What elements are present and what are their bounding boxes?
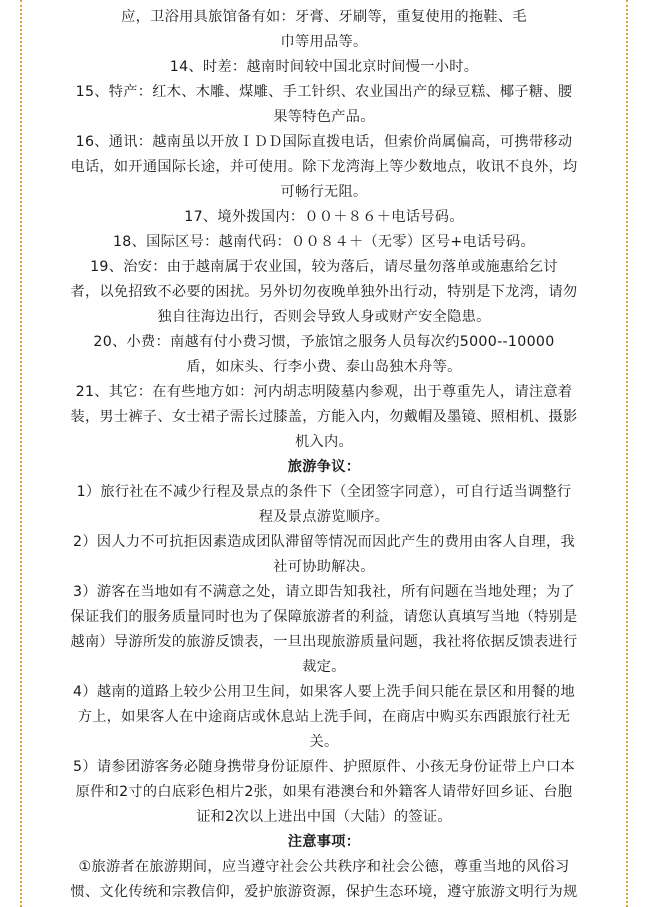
text-line: 装，男士裤子、女士裙子需长过膝盖，方能入内，勿戴帽及墨镜、照相机、摄影	[70, 409, 578, 425]
paragraph	[44, 680, 604, 755]
text-line: 1）旅行社在不减少行程及景点的条件下（全团签字同意），可自行适当调整行	[76, 484, 572, 500]
text-line: 独自往海边出行，否则会导致人身或财产安全隐患。	[157, 309, 491, 325]
text-line: 果等特色产品。	[273, 109, 375, 125]
paragraph	[44, 330, 604, 380]
text-line: 应，卫浴用具旅馆备有如：牙膏、牙刷等，重复使用的拖鞋、毛	[121, 9, 527, 25]
paragraph	[44, 205, 604, 230]
text-line: 21、其它：在有些地方如：河内胡志明陵墓内参观，出于尊重先人，请注意着	[75, 384, 573, 400]
paragraph	[44, 380, 604, 455]
text-line: ①旅游者在旅游期间，应当遵守社会公共秩序和社会公德，尊重当地的风俗习	[78, 859, 570, 875]
text-line: 15、特产：红木、木雕、煤雕、手工针织、农业国出产的绿豆糕、椰子糖、腰	[75, 84, 573, 100]
right-dotted-border	[626, 0, 628, 907]
text-line: 18、国际区号：越南代码：００８４＋（无零）区号+电话号码。	[112, 234, 535, 250]
text-line: 关。	[309, 734, 339, 750]
text-line: 证和2次以上进出中国（大陆）的签证。	[196, 809, 452, 825]
text-line: 19、治安：由于越南属于农业国，较为落后，请尽量勿落单或施惠给乞讨	[90, 259, 558, 275]
text-line: 原件和2寸的白底彩色相片2张，如果有港澳台和外籍客人请带好回乡证、台胞	[75, 784, 573, 800]
text-line: 14、时差：越南时间较中国北京时间慢一小时。	[169, 59, 479, 75]
text-line: 旅游争议：	[287, 459, 361, 475]
text-line: 注意事项：	[287, 834, 361, 850]
text-line: 4）越南的道路上较少公用卫生间，如果客人要上洗手间只能在景区和用餐的地	[73, 684, 575, 700]
text-line: 2）因人力不可抗拒因素造成团队滞留等情况而因此产生的费用由客人自理，我	[73, 534, 575, 550]
paragraph	[44, 255, 604, 330]
paragraph	[44, 5, 604, 55]
paragraph	[44, 755, 604, 830]
paragraph	[44, 130, 604, 205]
text-line: 17、境外拨国内：００＋８６＋电话号码。	[184, 209, 464, 225]
text-line: 巾等用品等。	[280, 34, 368, 50]
text-line: 电话，如开通国际长途，并可使用。除下龙湾海上等少数地点，收讯不良外，均	[70, 159, 578, 175]
text-line: 者，以免招致不必要的困扰。另外切勿夜晚单独外出行动，特别是下龙湾，请勿	[70, 284, 578, 300]
section-heading	[44, 830, 604, 855]
text-line: 3）游客在当地如有不满意之处，请立即告知我社，所有问题在当地处理；为了	[73, 584, 575, 600]
paragraph	[44, 855, 604, 905]
text-line: 方上，如果客人在中途商店或休息站上洗手间，在商店中购买东西跟旅行社无	[77, 709, 571, 725]
paragraph	[44, 580, 604, 680]
text-line: 程及景点游览顺序。	[258, 509, 390, 525]
text-line: 5）请参团游客务必随身携带身份证原件、护照原件、小孩无身份证带上户口本	[73, 759, 575, 775]
text-line: 越南）导游所发的旅游反馈表，一旦出现旅游质量问题，我社将依据反馈表进行	[70, 634, 578, 650]
paragraph	[44, 80, 604, 130]
text-line: 盾，如床头、行李小费、泰山岛独木舟等。	[186, 359, 462, 375]
section-heading	[44, 455, 604, 480]
paragraph	[44, 230, 604, 255]
text-line: 保证我们的服务质量同时也为了保障旅游者的利益，请您认真填写当地（特别是	[70, 609, 578, 625]
left-dotted-border	[20, 0, 22, 907]
text-line: 可畅行无阻。	[280, 184, 368, 200]
text-line: 惯、文化传统和宗教信仰，爱护旅游资源，保护生态环境，遵守旅游文明行为规	[70, 884, 578, 900]
text-line: 机入内。	[295, 434, 353, 450]
text-line: 20、小费：南越有付小费习惯，予旅馆之服务人员每次约5000--10000	[93, 334, 555, 350]
paragraph	[44, 530, 604, 580]
text-line: 社可协助解决。	[273, 559, 375, 575]
text-line: 裁定。	[302, 659, 346, 675]
paragraph	[44, 55, 604, 80]
text-line: 16、通讯：越南虽以开放ＩＤＤ国际直拨电话，但索价尚属偏高，可携带移动	[75, 134, 573, 150]
paragraph	[44, 480, 604, 530]
document-body	[44, 5, 604, 905]
